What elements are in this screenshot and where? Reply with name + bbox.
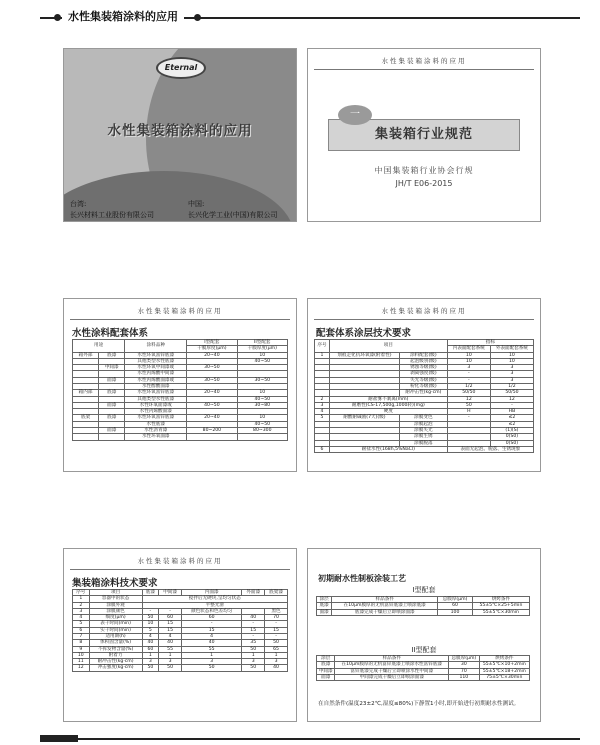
table-cell: 15 (159, 627, 182, 633)
table-cell: 面漆 (99, 427, 125, 433)
table-cell: 6 (73, 627, 90, 633)
table-cell: 10 (237, 352, 287, 358)
header-dot-right (194, 14, 201, 21)
table-cell: 10 (237, 415, 287, 421)
table-cell: 12 (73, 665, 90, 671)
table-cell: 失光等级(级) (399, 377, 447, 383)
table-cell: ≤2 (490, 421, 533, 427)
table-cell: 水性环氧富锌底漆 (125, 415, 187, 421)
table-cell: 3 (265, 659, 288, 665)
table-cell: 50 (242, 646, 265, 652)
slide-header: 水性集装箱涂料的应用 (381, 307, 467, 315)
table-cell: 40 (265, 665, 288, 671)
table-cell: - (142, 608, 159, 614)
table-cell: 内面漆 (182, 590, 242, 596)
table-cell: 水性环氧富锌底漆 (125, 390, 187, 396)
table-header-cell: 指标 (447, 340, 533, 346)
taiwan-company: 长兴材料工业股份有限公司 (70, 211, 154, 219)
table-cell: 面漆 (99, 402, 125, 408)
table-cell: 1 (265, 652, 288, 658)
china-label: 中国: (188, 200, 205, 208)
table-cell: 50/50 (490, 390, 533, 396)
table-cell: 细度(μm) (89, 615, 142, 621)
table-header-cell: 干膜厚度(μm) (187, 346, 237, 352)
table-cell: 耐盐水性(168h,5%NaCl) (329, 446, 447, 452)
section-standard-code: JH/T E06-2015 (395, 179, 453, 188)
table-cell: 40~50 (187, 402, 237, 408)
paint-requirements-table (72, 589, 288, 672)
type2-process-table (316, 655, 530, 681)
table-cell: 适用期(h) (89, 633, 142, 639)
table-cell (237, 434, 287, 440)
table-row (317, 603, 530, 609)
table-cell: H (447, 409, 490, 415)
slide-cover (63, 48, 297, 222)
slide-header: 水性集装箱涂料的应用 (381, 57, 467, 65)
table-cell: 1 (142, 652, 159, 658)
table-cell: 4 (315, 409, 330, 415)
table-cell: 10 (142, 621, 159, 627)
table-cell: 20~40 (187, 415, 237, 421)
table-header-cell: 干膜厚度(μm) (237, 346, 287, 352)
table-cell: 3 (73, 608, 90, 614)
table-cell: 55±5℃×18+2min (479, 668, 529, 674)
table-cell: 耐盐雾不剥离(mm) (329, 396, 447, 402)
table-cell: 总膜厚(μm) (438, 597, 473, 603)
table-cell: 4 (159, 633, 182, 639)
table-cell: 10 (447, 352, 490, 358)
table-cell: 耐冲击性(kg·cm) (399, 390, 447, 396)
table-cell: 50 (242, 665, 265, 671)
table-cell: 4 (142, 633, 159, 639)
table-cell: 在10μm膜厚的无机富锌底漆上喷涂水性富锌底漆 (335, 662, 449, 668)
table-cell: - (182, 621, 242, 627)
table-row (317, 609, 530, 615)
table-cell: 80~300 (237, 427, 287, 433)
table-cell: 涂膜起泡 (399, 421, 447, 427)
table-cell: 面漆 (99, 377, 125, 383)
table-cell: 在10μm膜厚的无机富锌底漆上喷涂底漆 (332, 603, 438, 609)
table-cell: 15 (242, 627, 265, 633)
table-cell: 水性醇酸面漆 (125, 383, 187, 389)
slide-paint-requirements (63, 548, 297, 722)
slide-header-rule (314, 69, 534, 70)
table-cell: 其他类型水性底漆 (125, 358, 187, 364)
table-cell: 涂膜变色 (399, 415, 447, 421)
table-cell: 涂膜外观 (89, 602, 142, 608)
table-cell: - (242, 621, 265, 627)
table-cell: 11 (73, 659, 90, 665)
section-number: 一 (338, 105, 372, 125)
table-cell: 样品条件 (335, 656, 449, 662)
slide-header: 水性集装箱涂料的应用 (137, 557, 223, 565)
table-cell: 55±5℃×25+5min (472, 603, 529, 609)
table-cell: 底漆完成干燥后立即喷涂面漆 (332, 609, 438, 615)
table-row (317, 674, 530, 680)
table-cell: 搅拌后无硬块,呈均匀状态 (142, 596, 287, 602)
table-cell: 水性丙烯酸中间漆 (125, 371, 187, 377)
slide-header: 水性集装箱涂料的应用 (137, 307, 223, 315)
table-cell: 底漆 (99, 390, 125, 396)
table-cell: 30~50 (237, 377, 287, 383)
table-header-cell: 外表面配套系统 (490, 346, 533, 352)
table-cell: 底漆 (99, 352, 125, 358)
table-cell: 60 (182, 615, 242, 621)
slide-title: 配套体系涂层技术要求 (316, 328, 412, 339)
table-cell: - (265, 633, 288, 639)
slide-header-rule (314, 319, 534, 320)
table-cell: 3 (490, 365, 533, 371)
coating-requirements-table (314, 339, 534, 453)
table-cell: 50 (265, 640, 288, 646)
table-cell (99, 434, 125, 440)
table-cell: 50/50 (447, 390, 490, 396)
table-cell: 3 (490, 371, 533, 377)
table-cell: - (242, 633, 265, 639)
table-header-cell: II型配套 (237, 340, 287, 346)
page-header-title: 水性集装箱涂料的应用 (62, 9, 184, 25)
table-cell: 面漆 (317, 674, 335, 680)
table-cell: 0(S0) (490, 440, 533, 446)
table-cell: HB (490, 409, 533, 415)
table-cell: 黑色 (265, 608, 288, 614)
table-header-cell: 内表面配套系统 (447, 346, 490, 352)
table-cell: 中间漆完成干燥后立即喷涂面漆 (335, 674, 449, 680)
type1-heading: I型配套 (412, 586, 436, 594)
table-cell (187, 434, 237, 440)
table-cell: 9 (73, 646, 90, 652)
table-cell: 项目 (89, 590, 142, 596)
table-cell: 耐磨性(CS-17,500g,1000转)(mg) (329, 402, 447, 408)
table-cell: 烘烤条件 (479, 656, 529, 662)
table-cell: 50 (142, 615, 159, 621)
table-cell: 水性环氧面漆 (125, 434, 187, 440)
table-cell: 40~50 (237, 358, 287, 364)
table-cell: - (490, 402, 533, 408)
table-cell: 7 (73, 633, 90, 639)
table-cell: 表干时间(min) (89, 621, 142, 627)
table-header-cell: 用途 (73, 340, 125, 353)
table-cell: 55 (159, 646, 182, 652)
taiwan-label: 台湾: (70, 200, 87, 208)
table-cell: 10 (490, 352, 533, 358)
table-cell: 水性环氧富锌底漆 (125, 352, 187, 358)
table-cell: 2 (315, 396, 330, 402)
table-cell: 样品条件 (332, 597, 438, 603)
table-cell: 平整光滑 (142, 602, 287, 608)
table-cell: 10 (237, 390, 287, 396)
table-cell: 2 (73, 602, 90, 608)
table-cell: 底漆 (142, 590, 159, 596)
table-cell: 中间漆 (317, 668, 335, 674)
table-cell: 40 (142, 640, 159, 646)
coating-system-table (72, 339, 288, 441)
company-logo: Eternal (156, 57, 206, 79)
section-subtitle: 中国集装箱行业协会行规 (374, 166, 474, 175)
table-cell: 12 (447, 396, 490, 402)
table-cell: 涂膜生锈 (399, 434, 447, 440)
table-cell: 水性丙烯酸面漆或 (125, 377, 187, 383)
table-cell: 3 (242, 659, 265, 665)
table-cell: 箱内部 (73, 390, 99, 396)
table-cell: 不挥发物含量(%) (89, 646, 142, 652)
table-cell: 烘烤条件 (472, 597, 529, 603)
table-cell: 10 (73, 652, 90, 658)
table-cell: 55±5℃×10+2min (479, 662, 529, 668)
table-cell: 中间漆 (159, 590, 182, 596)
table-cell: 40 (182, 640, 242, 646)
section-title: 集装箱行业规范 (374, 127, 473, 142)
table-cell: 3 (447, 365, 490, 371)
table-cell: 20~40 (187, 352, 237, 358)
slide-header-rule (70, 319, 290, 320)
table-cell: 锈蚀等级(级) (399, 365, 447, 371)
table-cell: 水性环氧中间漆或 (125, 365, 187, 371)
table-cell: 40~50 (237, 396, 287, 402)
table-cell: 3 (142, 659, 159, 665)
table-cell: 10 (447, 358, 490, 364)
table-cell: 1 (315, 352, 330, 358)
table-cell: 涂膜脱落 (399, 440, 447, 446)
table-cell: 4 (73, 615, 90, 621)
table-cell: 15 (265, 627, 288, 633)
table-cell: - (265, 621, 288, 627)
slide-title: 初期耐水性制板涂装工艺 (318, 574, 406, 583)
table-cell: 50 (159, 665, 182, 671)
table-cell: 3 (159, 659, 182, 665)
table-cell: - (447, 371, 490, 377)
table-cell: 5 (142, 627, 159, 633)
table-cell: 总膜厚(μm) (449, 656, 479, 662)
table-cell: 75±5℃×30min (479, 674, 529, 680)
table-cell: 1/2 (490, 383, 533, 389)
table-cell: 60 (159, 615, 182, 621)
table-cell: 序号 (73, 590, 90, 596)
table-cell: 1 (159, 652, 182, 658)
type2-heading: II型配套 (411, 646, 437, 654)
table-row (73, 665, 288, 671)
table-cell: 剥离强度(级) (399, 371, 447, 377)
table-cell: 35 (242, 640, 265, 646)
table-cell: 底架 (73, 415, 99, 421)
table-cell: 底漆 (317, 662, 335, 668)
table-cell: 3 (182, 659, 242, 665)
table-cell: 容器中的状态 (89, 596, 142, 602)
table-cell: 附着力 (89, 652, 142, 658)
slide-header-rule (70, 569, 290, 570)
table-cell: 15 (159, 621, 182, 627)
table-cell: 实干时间(min) (89, 627, 142, 633)
table-cell: 冲击强度(kg·cm) (89, 665, 142, 671)
table-cell: ≤2 (490, 415, 533, 421)
table-cell: 1 (242, 652, 265, 658)
table-cell: 富锌底漆完成干燥后立即喷涂水性中间漆 (335, 668, 449, 674)
table-cell: 硬度 (329, 409, 447, 415)
table-cell: 30~80 (237, 402, 287, 408)
table-cell: 60 (438, 603, 473, 609)
table-cell: 底漆 (317, 603, 332, 609)
slide-section-title (307, 48, 541, 222)
table-cell: 水性丙烯酸面漆 (125, 409, 187, 415)
table-cell: 其他类型水性底漆 (125, 396, 187, 402)
table-cell: - (159, 608, 182, 614)
table-cell: 涂层 (317, 597, 332, 603)
table-cell: 水性环氧面漆或 (125, 402, 187, 408)
slide-title: 集装箱涂料技术要求 (72, 578, 158, 589)
table-cell: 粉化等级(级) (399, 383, 447, 389)
table-cell: 体积固含量(%) (89, 640, 142, 646)
table-cell: 80~200 (187, 427, 237, 433)
page-footer-rule (40, 738, 580, 740)
table-cell: 50 (142, 665, 159, 671)
table-cell: 底架漆 (265, 590, 288, 596)
table-cell: 12 (490, 396, 533, 402)
table-cell: - (447, 377, 490, 383)
table-cell: 0(S0) (490, 434, 533, 440)
table-cell: 耐酸耐碱液(7天)(级) (329, 415, 399, 421)
table-row (315, 446, 534, 452)
table-cell: 划痕走化抗环氧漆(附着性) (329, 352, 399, 358)
table-cell (73, 434, 99, 440)
table-cell: 面漆 (317, 609, 332, 615)
table-cell: 5 (73, 621, 90, 627)
table-cell: 1 (73, 596, 90, 602)
table-cell: 10 (490, 358, 533, 364)
table-cell: 1/2 (447, 383, 490, 389)
table-cell: 30 (449, 662, 479, 668)
table-cell: 50 (447, 402, 490, 408)
table-cell: 65 (265, 646, 288, 652)
table-cell: 涂膜颜色 (89, 608, 142, 614)
table-cell: 5 (315, 415, 330, 421)
slide-water-resistance-process (307, 548, 541, 722)
test-note: 在自然条件(温度23±2℃,湿度≤80%)下静置1小时,即开始进行初期耐水性测试。 (318, 701, 520, 707)
table-cell: 40 (159, 640, 182, 646)
table-cell: 55±5℃×30min (472, 609, 529, 615)
table-cell: 110 (449, 674, 479, 680)
type1-process-table (316, 596, 530, 616)
table-row (73, 434, 288, 440)
table-cell: 3 (315, 402, 330, 408)
table-cell: 50 (182, 665, 242, 671)
table-cell: 箱外部 (73, 352, 99, 358)
table-cell: 70 (449, 668, 479, 674)
table-cell: 底漆 (99, 415, 125, 421)
table-header-cell: 涂料品种 (125, 340, 187, 353)
table-cell: (1)(S) (490, 427, 533, 433)
table-cell: 涂膜失光 (399, 427, 447, 433)
table-cell: 4 (182, 633, 242, 639)
table-cell: 中间漆 (99, 365, 125, 371)
table-cell: 60 (142, 646, 159, 652)
slide-coating-requirements (307, 298, 541, 472)
table-cell: 20~40 (187, 390, 237, 396)
table-cell: 水性沥青漆 (125, 427, 187, 433)
table-cell: 起泡级别(级) (399, 358, 447, 364)
table-cell: 40~50 (237, 421, 287, 427)
table-cell: 外面漆 (242, 590, 265, 596)
table-cell: 表面无起泡、脱落、生锈现象 (447, 446, 533, 452)
table-cell: 水性底漆 (125, 421, 187, 427)
table-row (317, 662, 530, 668)
table-cell: 55 (182, 646, 242, 652)
table-cell: 30~50 (187, 377, 237, 383)
table-header-cell: 序号 (315, 340, 330, 353)
table-cell: 15 (182, 627, 242, 633)
page-header (40, 9, 580, 25)
table-cell: 颜色状态和色差均匀 (182, 608, 242, 614)
header-dot-left (54, 14, 61, 21)
table-cell: 3 (490, 377, 533, 383)
footer-block (40, 735, 78, 742)
table-cell: 6 (315, 446, 330, 452)
table-cell: - (447, 415, 490, 421)
table-cell: 涂料配套(级) (399, 352, 447, 358)
slide-title: 水性涂料配套体系 (72, 328, 149, 339)
table-cell: 8 (73, 640, 90, 646)
table-cell: 70 (265, 615, 288, 621)
slide-coating-system (63, 298, 297, 472)
table-cell: 耐冲击性(kg·cm) (89, 659, 142, 665)
table-cell: 40 (242, 615, 265, 621)
table-header-cell: I型配套 (187, 340, 237, 346)
table-cell: 涂层 (317, 656, 335, 662)
cover-title: 水性集装箱涂料的应用 (107, 123, 253, 139)
table-cell: 100 (438, 609, 473, 615)
table-header-cell: 项目 (329, 340, 447, 353)
table-cell: 30~50 (187, 365, 237, 371)
table-cell: 1 (182, 652, 242, 658)
china-company: 长兴化学工业(中国)有限公司 (188, 211, 278, 219)
